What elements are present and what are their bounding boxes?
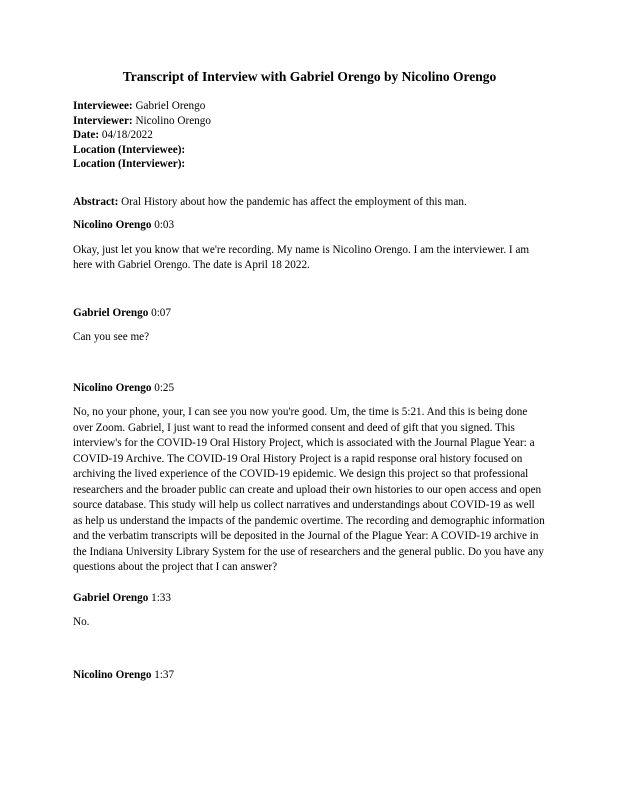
speaker-line: [73, 591, 546, 607]
meta-line: [73, 99, 546, 114]
abstract-text: Oral History about how the pandemic has affect the employment of this man.: [121, 195, 467, 208]
document-title: Transcript of Interview with Gabriel Orengo by Nicolino Orengo: [122, 69, 497, 84]
utterance: [73, 668, 546, 684]
meta-line: [73, 157, 546, 172]
meta-label: Interviewer:: [73, 114, 133, 127]
utterance: [73, 381, 546, 576]
utterance: [73, 306, 546, 346]
meta-label: Interviewee:: [73, 100, 133, 112]
speaker-name: Gabriel Orengo: [73, 591, 149, 604]
timestamp: 0:07: [148, 306, 171, 319]
speaker-line: [73, 218, 546, 234]
timestamp: 1:33: [148, 591, 171, 604]
meta-line: [73, 114, 546, 129]
timestamp: 0:25: [151, 381, 175, 394]
transcript-body: [73, 218, 546, 683]
speaker-name: Nicolino Orengo: [73, 219, 152, 232]
speaker-line: [73, 306, 546, 322]
meta-label: Location (Interviewee):: [73, 143, 186, 156]
utterance-text: Can you see me?: [73, 331, 150, 344]
abstract-line: [73, 195, 546, 211]
meta-line: [73, 143, 546, 158]
meta-block: [73, 99, 546, 172]
speaker-line: [73, 668, 546, 684]
timestamp: 1:37: [151, 668, 175, 681]
speaker-name: Nicolino Orengo: [73, 668, 152, 681]
utterance-text: No, no your phone, your, I can see you now you're good. Um, the time is 5:21. And this is being done over Zoom. Gabriel, I just want to read the informed consent and deed of gift that you signed. This interview's for the COVID-19 Oral History Project, which is associated with the Journal Plague Year: a COVID-19 Archive. The COVID-19 Oral History Project is a rapid response oral history focused on archiving the lived experience of the COVID-19 epidemic. We design this project so that professional researchers and the broader public can create and upload their own histories to our open access and open source database. This study will help us collect narratives and understandings about COVID-19 as well as help us understand the impacts of the pandemic overtime. The recording and demographic information and the verbatim transcripts will be deposited in the Journal of the Plague Year: A COVID-19 archive in the Indiana University Library System for the use of researchers and the general public. Do you have any questions about the project that I can answer?: [73, 406, 545, 574]
utterance: [73, 218, 546, 274]
meta-label: Date:: [73, 129, 100, 142]
meta-value: Nicolino Orengo: [132, 114, 211, 127]
utterance-text: No.: [73, 616, 90, 629]
timestamp: 0:03: [151, 219, 175, 232]
meta-line: [73, 128, 546, 143]
abstract-label: Abstract:: [73, 195, 119, 208]
meta-value: Gabriel Orengo: [132, 100, 206, 112]
speaker-name: Nicolino Orengo: [73, 381, 152, 394]
speaker-name: Gabriel Orengo: [73, 306, 149, 319]
utterance-text: Okay, just let you know that we're recording. My name is Nicolino Orengo. I am the interviewer. I am here with Gabriel Orengo. The date is April 18 2022.: [73, 243, 530, 272]
meta-label: Location (Interviewer):: [73, 158, 186, 171]
utterance: [73, 591, 546, 631]
meta-value: 04/18/2022: [99, 129, 153, 142]
speaker-line: [73, 381, 546, 397]
